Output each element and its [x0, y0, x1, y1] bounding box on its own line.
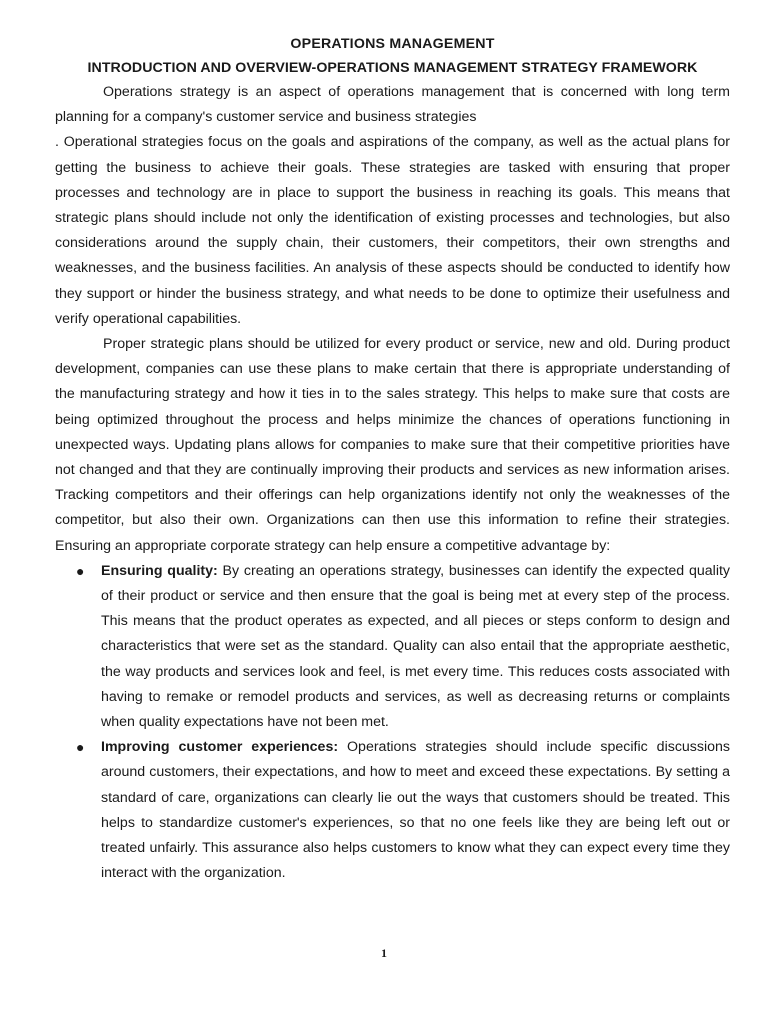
bullet-list	[55, 559, 730, 887]
document-title: OPERATIONS MANAGEMENT	[290, 36, 495, 52]
bullet-heading: Ensuring quality:	[101, 562, 218, 579]
bullet-item-ensuring-quality	[55, 559, 730, 735]
page-number: 1	[381, 946, 387, 960]
document-subtitle: INTRODUCTION AND OVERVIEW-OPERATIONS MANAGEMENT STRATEGY FRAMEWORK	[87, 60, 698, 76]
paragraph-operational-strategies: . Operational strategies focus on the goals and aspirations of the company, as well as the actual plans for getting the business to achieve their goals. These strategies are tasked with ensuring that proper processes and technology are in place to support the business in reaching its goals. This means that strategic plans should include not only the identification of existing processes and technologies, but also considerations around the supply chain, their customers, their competitors, their own strengths and weaknesses, and the business facilities. An analysis of these aspects should be conducted to identify how they support or hinder the business strategy, and what needs to be done to optimize their usefulness and verify operational capabilities.	[55, 134, 730, 327]
bullet-icon: ●	[76, 562, 85, 579]
bullet-icon: ●	[76, 739, 85, 756]
bullet-paragraph	[101, 559, 730, 735]
paragraph-intro: Operations strategy is an aspect of operations management that is concerned with long term planning for a company's customer service and business strategies	[55, 84, 730, 126]
paragraph-strategic-plans: Proper strategic plans should be utilized for every product or service, new and old. During product development, companies can use these plans to make certain that there is appropriate understanding of the manufacturing strategy and how it ties in to the sales strategy. This helps to make sure that costs are being optimized throughout the process and helps minimize the chances of operations functioning in unexpected ways. Updating plans allows for companies to make sure that their competitive priorities have not changed and that they are continually improving their products and services as new information arises. Tracking competitors and their offerings can help organizations identify not only the weaknesses of the competitor, but also their own. Organizations can then use this information to refine their strategies. Ensuring an appropriate corporate strategy can help ensure a competitive advantage by:	[55, 336, 730, 554]
bullet-item-improving-customer-experiences	[55, 735, 730, 886]
document-page	[55, 32, 730, 887]
bullet-body: Operations strategies should include specific discussions around customers, their expectations, and how to meet and exceed these expectations. By setting a standard of care, organizations can clearly lie out the ways that customers should be treated. This helps to standardize customer's experiences, so that no one feels like they are being left out or treated unfairly. This assurance also helps customers to know what they can expect every time they interact with the organization.	[101, 739, 731, 882]
bullet-body: By creating an operations strategy, businesses can identify the expected quality of their product or service and then ensure that the goal is being met at every step of the process. This means that the product operates as expected, and all pieces or steps conform to design and characteristics that were set as the standard. Quality can also entail that the appropriate aesthetic, the way products and services look and feel, is met every time. This reduces costs associated with having to remake or remodel products and services, as well as decreasing returns or complaints when quality expectations have not been met.	[101, 562, 731, 731]
bullet-paragraph	[101, 735, 730, 886]
bullet-heading: Improving customer experiences:	[101, 739, 339, 756]
